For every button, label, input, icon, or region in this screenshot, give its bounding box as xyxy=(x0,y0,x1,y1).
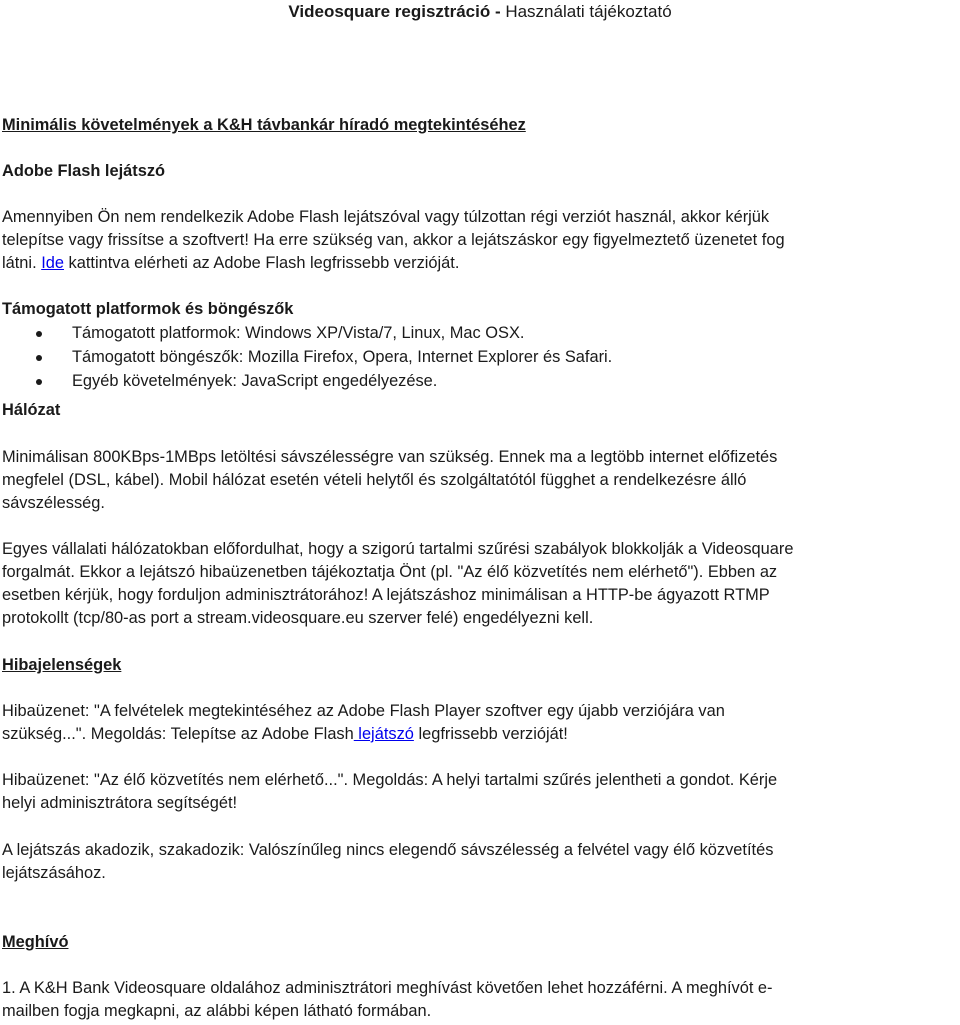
invite-heading: Meghívó xyxy=(2,933,69,951)
network-p2-line-1: Egyes vállalati hálózatokban előfordulhat, hogy a szigorú tartalmi szűrési szabályok blokkolják a Videosquare xyxy=(2,540,794,558)
invite-line-1: 1. A K&H Bank Videosquare oldalához adminisztrátori meghívást követően lehet hozzáférni. A meghívót e- xyxy=(2,979,773,997)
platforms-item: Támogatott platformok: Windows XP/Vista/7, Linux, Mac OSX. xyxy=(72,324,525,342)
title-sub: Használati tájékoztató xyxy=(505,2,672,21)
error-3-line-2: lejátszásához. xyxy=(2,864,106,882)
flash-line-2: telepítse vagy frissítse a szoftvert! Ha erre szükség van, akkor a lejátszáskor egy figyelmeztető üzenetet fog xyxy=(2,231,785,249)
error-1-line-2 xyxy=(2,723,568,746)
network-p1-line-1: Minimálisan 800KBps-1MBps letöltési sávszélességre van szükség. Ennek ma a legtöbb internet előfizetés xyxy=(2,448,778,466)
flash-line-3-start: látni. xyxy=(2,254,42,272)
network-heading: Hálózat xyxy=(2,401,61,419)
bullet-icon xyxy=(36,331,42,337)
requirements-heading: Minimális követelmények a K&H távbankár híradó megtekintéséhez xyxy=(2,116,526,134)
network-p2-line-3: esetben kérjük, hogy forduljon adminisztrátorához! A lejátszáshoz minimálisan a HTTP-be ágyazott RTMP xyxy=(2,586,770,604)
flash-line-1: Amennyiben Ön nem rendelkezik Adobe Flash lejátszóval vagy túlzottan régi verziót használ, akkor kérjük xyxy=(2,208,770,226)
other-requirements-item: Egyéb követelmények: JavaScript engedélyezése. xyxy=(72,372,438,390)
errors-heading: Hibajelenségek xyxy=(2,656,122,674)
error-2-line-2: helyi adminisztrátora segítségét! xyxy=(2,794,238,812)
network-p1-line-2: megfelel (DSL, kábel). Mobil hálózat esetén vételi helytől és szolgáltatótól függhet a rendelkezésre álló xyxy=(2,471,747,489)
platforms-heading: Támogatott platformok és böngészők xyxy=(2,300,294,318)
invite-line-2: mailben fogja megkapni, az alábbi képen látható formában. xyxy=(2,1002,432,1020)
error-1-line-2-end: legfrissebb verzióját! xyxy=(413,725,568,743)
network-p2-line-4: protokollt (tcp/80-as port a stream.videosquare.eu szerver felé) engedélyezni kell. xyxy=(2,609,594,627)
flash-heading: Adobe Flash lejátszó xyxy=(2,162,166,180)
error-3-line-1: A lejátszás akadozik, szakadozik: Valószínűleg nincs elegendő sávszélesség a felvétel vagy élő közvetítés xyxy=(2,841,774,859)
network-p1-line-3: sávszélesség. xyxy=(2,494,105,512)
flash-player-link[interactable]: lejátszó xyxy=(353,725,414,743)
bullet-icon xyxy=(36,355,42,361)
page-title xyxy=(0,0,960,24)
flash-line-3-end: kattintva elérheti az Adobe Flash legfrissebb verzióját. xyxy=(63,254,460,272)
title-main: Videosquare regisztráció - xyxy=(288,2,506,21)
flash-line-3 xyxy=(2,252,459,275)
network-p2-line-2: forgalmát. Ekkor a lejátszó hibaüzenetben tájékoztatja Önt (pl. "Az élő közvetítés nem elérhető"). Ebben az xyxy=(2,563,778,581)
bullet-icon xyxy=(36,379,42,385)
error-2-line-1: Hibaüzenet: "Az élő közvetítés nem elérhető...". Megoldás: A helyi tartalmi szűrés jelentheti a gondot. Kérje xyxy=(2,771,778,789)
error-1-line-2-start: szükség...". Megoldás: Telepítse az Adobe Flash xyxy=(2,725,354,743)
flash-download-link[interactable]: Ide xyxy=(41,254,64,272)
browsers-item: Támogatott böngészők: Mozilla Firefox, Opera, Internet Explorer és Safari. xyxy=(72,348,613,366)
error-1-line-1: Hibaüzenet: "A felvételek megtekintéséhez az Adobe Flash Player szoftver egy újabb verziójára van xyxy=(2,702,725,720)
